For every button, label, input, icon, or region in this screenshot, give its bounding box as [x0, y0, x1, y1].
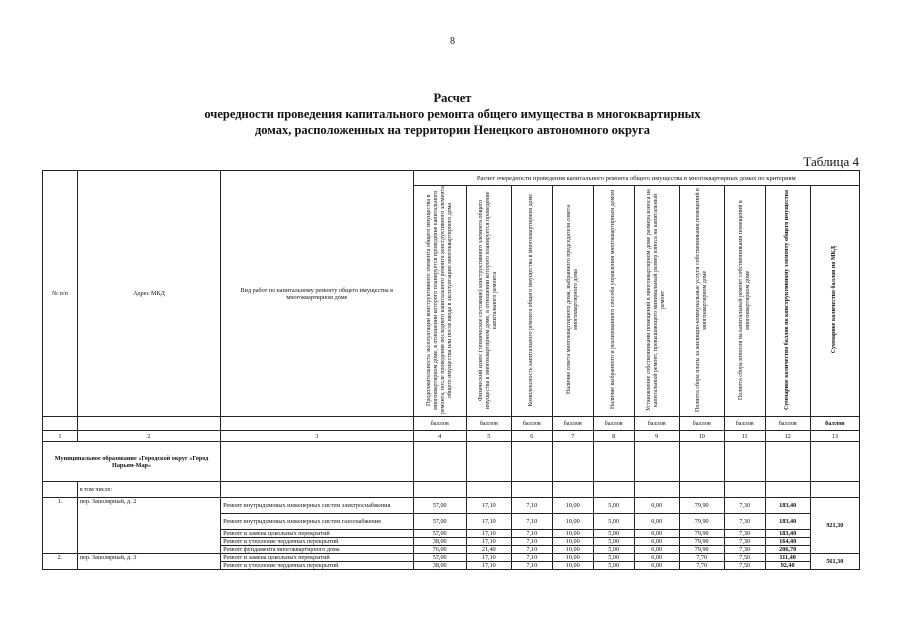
element-total: 183,40: [765, 514, 810, 530]
value-cell: 7,30: [724, 538, 765, 546]
unit-cell: баллов: [765, 417, 810, 431]
value-cell: 5,00: [593, 530, 634, 538]
header-criterion-7: Полнота сбора платы за жилищно-коммунальные услуги собственниками помещений в многоквартирном доме: [679, 186, 724, 417]
house-num: 2.: [43, 554, 78, 570]
value-cell: 17,10: [466, 562, 511, 570]
value-cell: 7,10: [511, 530, 552, 538]
value-cell: 10,00: [552, 530, 593, 538]
header-address: Адрес МКД: [77, 171, 220, 417]
value-cell: 79,90: [679, 514, 724, 530]
value-cell: 0,00: [634, 498, 679, 514]
value-cell: 7,10: [511, 554, 552, 562]
work-name: Ремонт и утепление чердачных перекрытий: [221, 562, 413, 570]
work-name: Ремонт фундамента многоквартирного дома: [221, 546, 413, 554]
header-criterion-10: Суммарное количество баллов по МКД: [810, 186, 859, 417]
value-cell: 57,00: [413, 554, 466, 562]
table-label: Таблица 4: [803, 154, 859, 169]
column-number: 5: [466, 431, 511, 442]
value-cell: 5,00: [593, 514, 634, 530]
value-cell: 5,00: [593, 538, 634, 546]
value-cell: 7,30: [724, 514, 765, 530]
unit-cell: баллов: [593, 417, 634, 431]
document-title: [0, 90, 905, 138]
value-cell: 79,90: [679, 538, 724, 546]
value-cell: 7,30: [724, 498, 765, 514]
value-cell: 57,00: [413, 514, 466, 530]
value-cell: 7,10: [511, 538, 552, 546]
column-number: 8: [593, 431, 634, 442]
unit-cell: баллов: [724, 417, 765, 431]
value-cell: 17,10: [466, 530, 511, 538]
title-line-3: домах, расположенных на территории Ненецкого автономного округа: [254, 123, 651, 137]
element-total: 92,40: [765, 562, 810, 570]
value-cell: 10,00: [552, 562, 593, 570]
value-cell: 7,10: [511, 498, 552, 514]
value-cell: 5,00: [593, 498, 634, 514]
value-cell: 17,10: [466, 554, 511, 562]
value-cell: 7,70: [679, 562, 724, 570]
header-criterion-3: Комплексность капитального ремонта общего имущества в многоквартирном доме: [511, 186, 552, 417]
value-cell: 7,70: [679, 554, 724, 562]
value-cell: 7,10: [511, 562, 552, 570]
value-cell: 7,50: [724, 554, 765, 562]
column-number: 11: [724, 431, 765, 442]
value-cell: 10,00: [552, 546, 593, 554]
element-total: 206,70: [765, 546, 810, 554]
value-cell: 0,00: [634, 562, 679, 570]
municipality-row: Муниципальное образование «Городской округ «Город Нарьян-Мар»: [43, 442, 221, 482]
unit-cell: баллов: [466, 417, 511, 431]
element-total: 164,40: [765, 538, 810, 546]
value-cell: 79,90: [679, 498, 724, 514]
value-cell: 7,30: [724, 546, 765, 554]
table-row: [43, 498, 860, 514]
header-criterion-6: Установление собственниками помещений в многоквартирном доме размера взноса на капитальный ремонт, превышающего минимальный размер взноса на капитальный ремонт: [634, 186, 679, 417]
title-line-2: очередности проведения капитального ремонта общего имущества в многоквартирных: [204, 107, 701, 121]
house-address: пер. Заполярный, д. 2: [77, 498, 220, 554]
house-address: пер. Заполярный, д. 3: [77, 554, 220, 570]
unit-cell: баллов: [511, 417, 552, 431]
unit-cell: баллов: [552, 417, 593, 431]
header-criterion-8: Полнота сбора взносов на капитальный ремонт собственниками помещений в многоквартирном доме: [724, 186, 765, 417]
column-number: 4: [413, 431, 466, 442]
header-criterion-2: Физический износ (техническое состояние) конструктивного элемента общего имущества в многоквартирном доме, в отношении которого планируется проведение капитального ремонта: [466, 186, 511, 417]
value-cell: 5,00: [593, 546, 634, 554]
value-cell: 10,00: [552, 514, 593, 530]
value-cell: 0,00: [634, 514, 679, 530]
value-cell: 17,10: [466, 498, 511, 514]
element-total: 111,40: [765, 554, 810, 562]
value-cell: 38,00: [413, 538, 466, 546]
value-cell: 10,00: [552, 554, 593, 562]
unit-cell: баллов: [634, 417, 679, 431]
column-number: 13: [810, 431, 859, 442]
column-number: 1: [43, 431, 78, 442]
value-cell: 7,10: [511, 514, 552, 530]
value-cell: 0,00: [634, 546, 679, 554]
unit-cell: баллов: [810, 417, 859, 431]
value-cell: 7,10: [511, 546, 552, 554]
work-name: Ремонт внутридомовых инженерных систем газоснабжения: [221, 514, 413, 530]
work-name: Ремонт внутридомовых инженерных систем электроснабжения: [221, 498, 413, 514]
value-cell: 0,00: [634, 530, 679, 538]
header-criterion-5: Наличие выбранного и реализованного способа управления многоквартирным домом: [593, 186, 634, 417]
column-number: 10: [679, 431, 724, 442]
unit-cell: баллов: [679, 417, 724, 431]
value-cell: 0,00: [634, 538, 679, 546]
header-num: № п/п: [43, 171, 78, 417]
value-cell: 57,00: [413, 498, 466, 514]
value-cell: 57,00: [413, 530, 466, 538]
column-number: 3: [221, 431, 413, 442]
value-cell: 21,40: [466, 546, 511, 554]
work-name: Ремонт и утепление чердачных перекрытий: [221, 538, 413, 546]
value-cell: 7,30: [724, 530, 765, 538]
column-number: 7: [552, 431, 593, 442]
header-criterion-4: Наличие совета многоквартирного дома, выбранного председателя совета многоквартирного дома: [552, 186, 593, 417]
unit-cell: баллов: [413, 417, 466, 431]
value-cell: 10,00: [552, 498, 593, 514]
element-total: 183,40: [765, 498, 810, 514]
value-cell: 79,90: [679, 530, 724, 538]
column-number: 12: [765, 431, 810, 442]
value-cell: 10,00: [552, 538, 593, 546]
value-cell: 0,00: [634, 554, 679, 562]
value-cell: 76,00: [413, 546, 466, 554]
header-criterion-1: Продолжительность эксплуатации конструктивного элемента общего имущества в многоквартирном доме, в отношении которого планируется проведение капитального ремонта, после проведения последнего капитального ремонта конструктивного элемента общего имущества или после ввода в эксплуатацию многоквартирного дома: [413, 186, 466, 417]
value-cell: 7,50: [724, 562, 765, 570]
title-line-1: Расчет: [433, 91, 472, 105]
page-number: 8: [450, 36, 455, 47]
including-label: в том числе:: [77, 482, 220, 498]
house-total: 921,30: [810, 498, 859, 554]
value-cell: 17,10: [466, 514, 511, 530]
column-number: 2: [77, 431, 220, 442]
element-total: 183,40: [765, 530, 810, 538]
table-row: [43, 554, 860, 562]
work-name: Ремонт и замена цокольных перекрытий: [221, 554, 413, 562]
header-work-type: Вид работ по капитальному ремонту общего имущества в многоквартирном доме: [221, 171, 413, 417]
header-criterion-9: Суммарное количество баллов по конструктивному элементу общего имущества: [765, 186, 810, 417]
value-cell: 5,00: [593, 562, 634, 570]
priority-table: [42, 170, 860, 570]
column-number: 9: [634, 431, 679, 442]
header-criteria-group: Расчет очередности проведения капитального ремонта общего имущества в многоквартирных домах по критериям: [413, 171, 859, 186]
house-num: 1.: [43, 498, 78, 554]
value-cell: 38,00: [413, 562, 466, 570]
column-number: 6: [511, 431, 552, 442]
value-cell: 17,10: [466, 538, 511, 546]
work-name: Ремонт и замена цокольных перекрытий: [221, 530, 413, 538]
value-cell: 5,00: [593, 554, 634, 562]
value-cell: 79,90: [679, 546, 724, 554]
house-total: 561,30: [810, 554, 859, 570]
